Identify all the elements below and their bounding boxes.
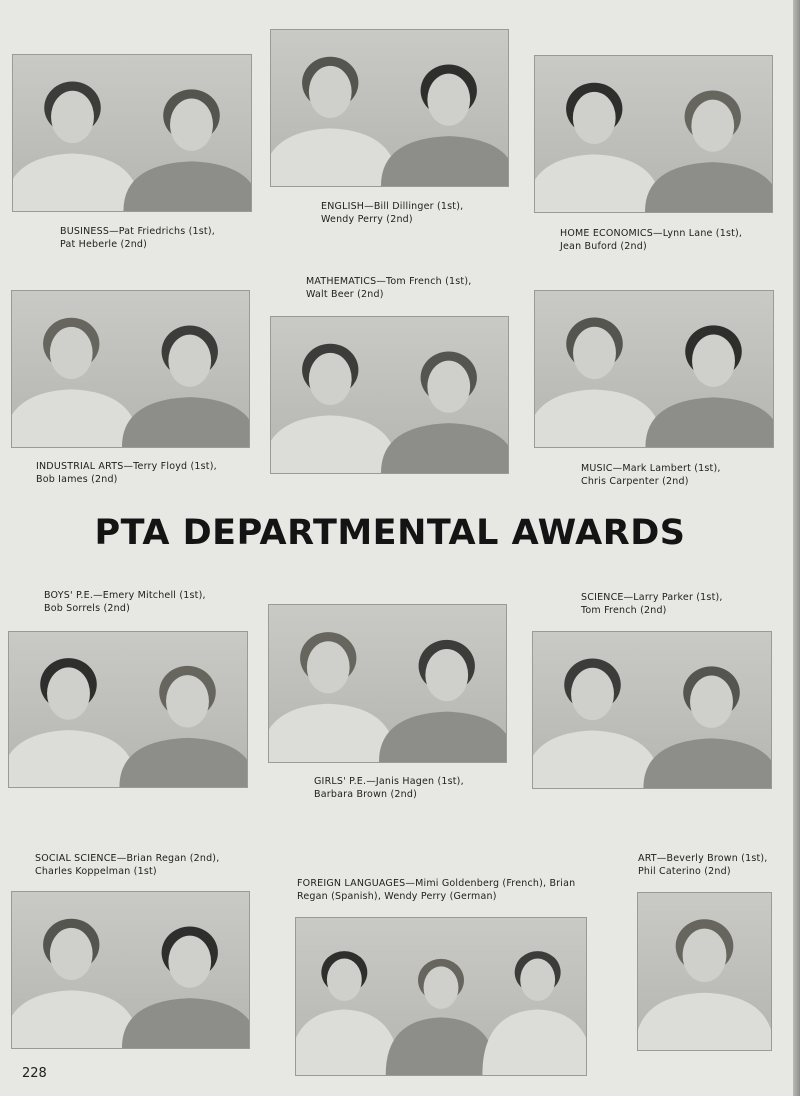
caption-line: Charles Koppelman (1st) bbox=[35, 865, 157, 877]
caption-line: ART—Beverly Brown (1st), bbox=[638, 853, 768, 864]
person-figure bbox=[535, 318, 663, 447]
portrait-graphic bbox=[12, 892, 249, 1048]
caption-music bbox=[581, 463, 721, 488]
person-face bbox=[424, 966, 459, 1009]
person-face bbox=[51, 91, 94, 143]
photo-business bbox=[12, 54, 252, 212]
person-face bbox=[50, 327, 93, 379]
person-face bbox=[307, 641, 350, 693]
person-body bbox=[645, 162, 772, 212]
person-figure bbox=[122, 926, 249, 1048]
person-figure bbox=[535, 83, 662, 212]
portrait-graphic bbox=[271, 317, 508, 473]
person-figure bbox=[119, 666, 247, 787]
caption-line: Barbara Brown (2nd) bbox=[314, 788, 417, 800]
portrait-graphic bbox=[638, 893, 771, 1050]
caption-line: INDUSTRIAL ARTS—Terry Floyd (1st), bbox=[36, 461, 217, 472]
person-face bbox=[573, 92, 616, 144]
person-body bbox=[379, 712, 506, 762]
photo-girls-pe bbox=[268, 604, 507, 763]
person-figure bbox=[296, 951, 400, 1075]
caption-line: MATHEMATICS—Tom French (1st), bbox=[306, 276, 472, 287]
portrait-graphic bbox=[269, 605, 506, 762]
portrait-graphic bbox=[9, 632, 247, 787]
caption-line: Tom French (2nd) bbox=[581, 604, 667, 616]
caption-line: Bob Iames (2nd) bbox=[36, 473, 118, 485]
portrait-graphic bbox=[533, 632, 771, 788]
person-face bbox=[309, 353, 352, 405]
caption-mathematics bbox=[306, 276, 471, 301]
caption-line: GIRLS' P.E.—Janis Hagen (1st), bbox=[314, 776, 464, 787]
portrait-graphic bbox=[535, 56, 772, 212]
caption-line: Jean Buford (2nd) bbox=[560, 240, 647, 252]
person-figure bbox=[271, 344, 398, 473]
photo-boys-pe bbox=[8, 631, 248, 788]
caption-line: Walt Beer (2nd) bbox=[306, 288, 384, 300]
portrait-graphic bbox=[296, 918, 586, 1075]
caption-line: ENGLISH—Bill Dillinger (1st), bbox=[321, 201, 464, 212]
person-figure bbox=[13, 82, 141, 211]
person-face bbox=[691, 100, 734, 152]
photo-music bbox=[534, 290, 774, 448]
person-body bbox=[638, 993, 771, 1050]
person-body bbox=[381, 423, 508, 473]
page-number: 228 bbox=[22, 1066, 47, 1081]
person-figure bbox=[645, 90, 772, 212]
person-figure bbox=[379, 640, 506, 762]
caption-art bbox=[638, 853, 768, 878]
person-body bbox=[9, 730, 137, 787]
person-body bbox=[122, 998, 249, 1048]
caption-line: Wendy Perry (2nd) bbox=[321, 213, 413, 225]
person-face bbox=[168, 335, 211, 387]
person-figure bbox=[381, 64, 508, 186]
photo-mathematics bbox=[270, 316, 509, 474]
person-figure bbox=[533, 659, 661, 788]
person-body bbox=[122, 397, 249, 447]
caption-line: HOME ECONOMICS—Lynn Lane (1st), bbox=[560, 228, 743, 239]
person-figure bbox=[122, 325, 249, 447]
page-headline: PTA DEPARTMENTAL AWARDS bbox=[94, 513, 686, 553]
person-body bbox=[645, 397, 773, 447]
person-figure bbox=[12, 919, 139, 1048]
person-figure bbox=[638, 919, 771, 1050]
person-face bbox=[571, 668, 614, 720]
caption-home-economics bbox=[560, 228, 742, 253]
person-body bbox=[271, 128, 398, 186]
person-body bbox=[535, 390, 663, 447]
person-body bbox=[643, 738, 771, 788]
caption-line: SOCIAL SCIENCE—Brian Regan (2nd), bbox=[35, 853, 220, 864]
person-body bbox=[533, 731, 661, 788]
person-figure bbox=[381, 351, 508, 473]
person-body bbox=[482, 1010, 586, 1075]
caption-line: Pat Heberle (2nd) bbox=[60, 238, 148, 250]
caption-boys-pe bbox=[44, 590, 206, 615]
person-face bbox=[47, 667, 90, 719]
person-face bbox=[427, 74, 470, 126]
person-figure bbox=[269, 632, 396, 762]
portrait-graphic bbox=[535, 291, 773, 447]
person-figure bbox=[12, 318, 139, 447]
portrait-graphic bbox=[13, 55, 251, 211]
caption-social-science bbox=[35, 853, 219, 878]
caption-science bbox=[581, 592, 723, 617]
photo-english bbox=[270, 29, 509, 187]
person-figure bbox=[123, 89, 251, 211]
caption-line: BOYS' P.E.—Emery Mitchell (1st), bbox=[44, 590, 206, 601]
photo-science bbox=[532, 631, 772, 789]
person-figure bbox=[9, 658, 137, 787]
caption-line: FOREIGN LANGUAGES—Mimi Goldenberg (French), Brian bbox=[297, 878, 576, 889]
person-body bbox=[12, 389, 139, 447]
page-edge bbox=[793, 0, 800, 1096]
person-face bbox=[309, 66, 352, 118]
person-body bbox=[535, 154, 662, 212]
caption-english bbox=[321, 201, 463, 226]
person-figure bbox=[482, 951, 586, 1075]
caption-line: SCIENCE—Larry Parker (1st), bbox=[581, 592, 723, 603]
person-body bbox=[12, 990, 139, 1048]
person-face bbox=[170, 99, 213, 151]
caption-line: Regan (Spanish), Wendy Perry (German) bbox=[297, 890, 497, 902]
person-body bbox=[119, 738, 247, 787]
person-body bbox=[296, 1010, 400, 1075]
person-face bbox=[50, 928, 93, 980]
person-body bbox=[386, 1017, 497, 1075]
person-body bbox=[271, 415, 398, 473]
person-figure bbox=[271, 57, 398, 186]
person-body bbox=[269, 704, 396, 762]
person-face bbox=[166, 675, 209, 727]
person-face bbox=[520, 959, 555, 1002]
person-face bbox=[573, 327, 616, 379]
photo-social-science bbox=[11, 891, 250, 1049]
caption-line: Chris Carpenter (2nd) bbox=[581, 475, 689, 487]
caption-business bbox=[60, 226, 215, 251]
caption-line: Bob Sorrels (2nd) bbox=[44, 602, 131, 614]
person-face bbox=[425, 649, 468, 701]
photo-industrial-arts bbox=[11, 290, 250, 448]
person-body bbox=[13, 154, 141, 211]
caption-line: Phil Caterino (2nd) bbox=[638, 865, 731, 877]
caption-line: BUSINESS—Pat Friedrichs (1st), bbox=[60, 226, 215, 237]
caption-girls-pe bbox=[314, 776, 464, 801]
person-figure bbox=[386, 959, 497, 1075]
person-body bbox=[381, 136, 508, 186]
portrait-graphic bbox=[271, 30, 508, 186]
person-body bbox=[123, 161, 251, 211]
person-face bbox=[327, 959, 362, 1002]
person-face bbox=[168, 936, 211, 988]
photo-art bbox=[637, 892, 772, 1051]
caption-industrial-arts bbox=[36, 461, 217, 486]
photo-foreign-languages bbox=[295, 917, 587, 1076]
person-figure bbox=[645, 325, 773, 447]
person-face bbox=[692, 335, 735, 387]
person-face bbox=[690, 676, 733, 728]
portrait-graphic bbox=[12, 291, 249, 447]
caption-line: MUSIC—Mark Lambert (1st), bbox=[581, 463, 721, 474]
caption-foreign-languages bbox=[297, 878, 575, 903]
photo-home-economics bbox=[534, 55, 773, 213]
person-face bbox=[683, 929, 727, 982]
person-figure bbox=[643, 666, 771, 788]
person-face bbox=[427, 361, 470, 413]
